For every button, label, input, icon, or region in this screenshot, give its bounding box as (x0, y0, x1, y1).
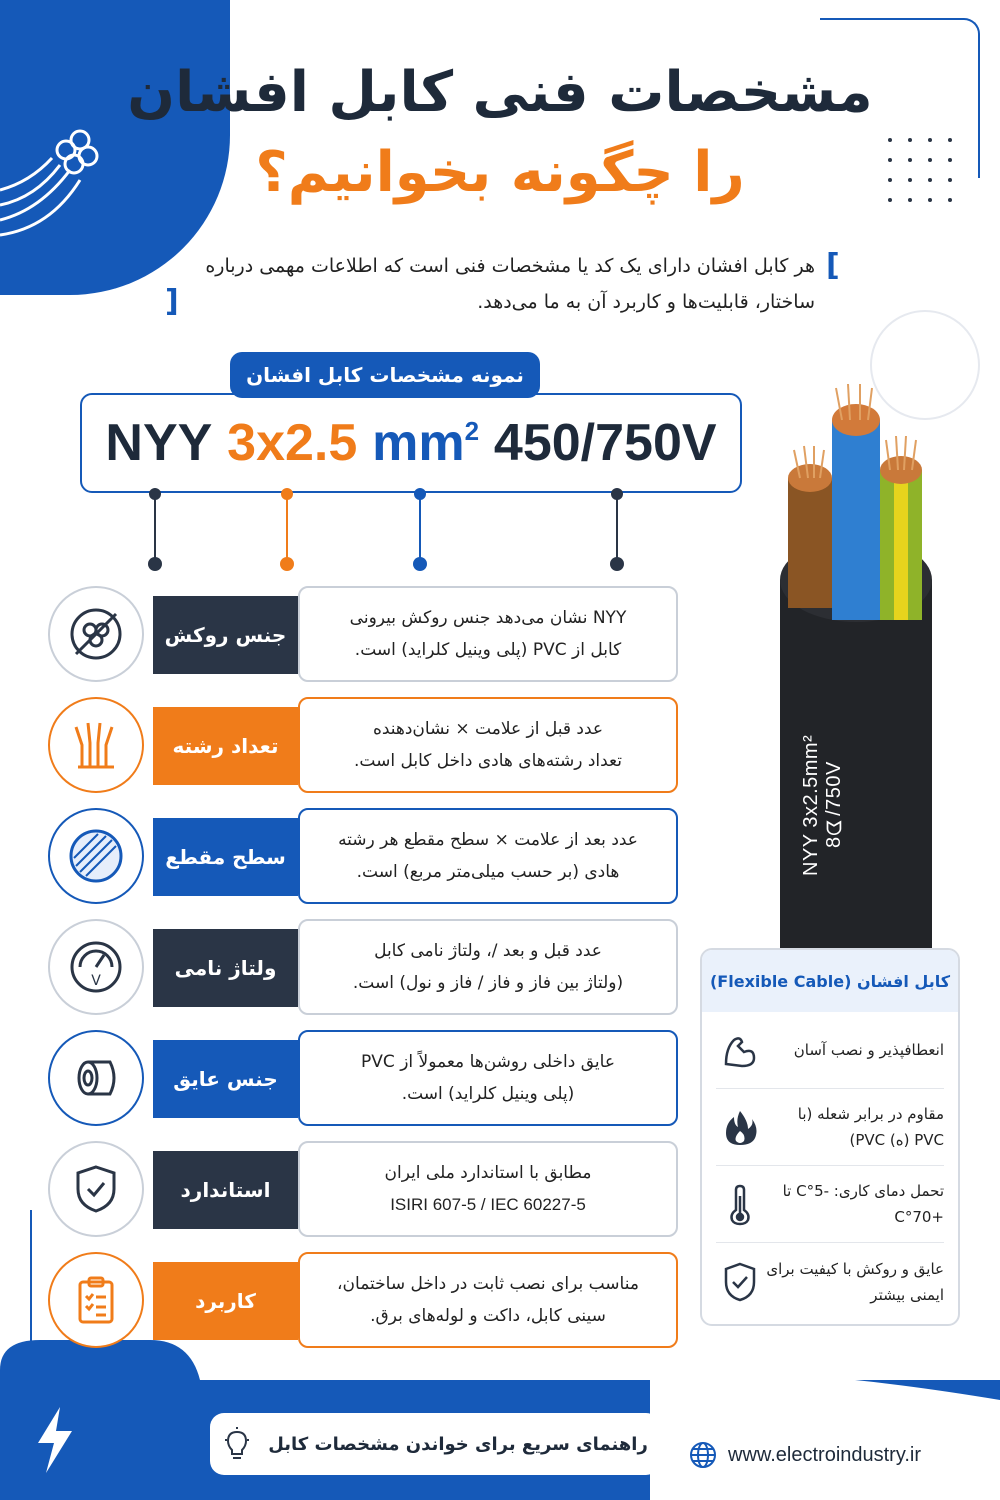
bracket-left: ] (165, 284, 179, 319)
connector-type (154, 493, 156, 565)
connector-unit (419, 493, 421, 565)
spec-row-cross-section (48, 808, 678, 904)
code-count: 3x2.5 (227, 414, 358, 472)
cable-print-text: NYY 3x2.5mm² 8ᗣ/750V (800, 734, 845, 876)
guide-text: راهنمای سریع برای خواندن مشخصات کابل (268, 1433, 648, 1455)
thermometer-icon (716, 1182, 764, 1226)
lightbulb-icon (222, 1426, 252, 1462)
spec-row-application (48, 1252, 678, 1348)
spec-description: عدد قبل از علامت × نشان‌دهنده تعداد رشته‌های هادی داخل کابل است. (298, 697, 678, 793)
flexible-cable-card (700, 948, 960, 1326)
feature-item: انعطافپذیر و نصب آسان (716, 1012, 944, 1089)
page-title: مشخصات فنی کابل افشان (127, 60, 873, 125)
feature-item: مقاوم در برابر شعله (با PVC (ه) PVC) (716, 1089, 944, 1166)
sample-code-box (80, 393, 742, 493)
lightning-bolt-icon (30, 1405, 80, 1475)
spec-row-insulation (48, 1030, 678, 1126)
connector-voltage (616, 493, 618, 565)
sample-label: نمونه مشخصات کابل افشان (230, 352, 540, 398)
code-unit: $mm^2$ (372, 414, 480, 472)
spec-label: استاندارد (153, 1151, 298, 1229)
flame-icon (716, 1107, 764, 1147)
spec-description: NYY نشان می‌دهد جنس روکش بیرونی کابل از PVC (پلی وینیل کلراید) است. (298, 586, 678, 682)
spec-description: عایق داخلی روشن‌ها معمولاً از PVC (پلی وینیل کلراید) است. (298, 1030, 678, 1126)
cross-section-icon (48, 808, 144, 904)
spec-description: مناسب برای نصب ثابت در داخل ساختمان، سینی کابل، داکت و لوله‌های برق. (298, 1252, 678, 1348)
clipboard-icon (48, 1252, 144, 1348)
website-link[interactable] (688, 1440, 921, 1470)
svg-text:V: V (91, 973, 101, 989)
feature-item: عایق و روکش با کیفیت برای ایمنی بیشتر (716, 1243, 944, 1320)
connector-count (286, 493, 288, 565)
feature-item: تحمل دمای کاری: -5°C تا +70°C (716, 1166, 944, 1243)
shield-check-icon (48, 1141, 144, 1237)
spec-description: عدد بعد از علامت × سطح مقطع هر رشته هادی (بر حسب میلی‌متر مربع) است. (298, 808, 678, 904)
spec-description: عدد قبل و بعد /، ولتاژ نامی کابل (ولتاژ بین فاز و فاز / فاز و نول) است. (298, 919, 678, 1015)
spec-label: جنس عایق (153, 1040, 298, 1118)
spec-row-sheath (48, 586, 678, 682)
spec-row-standard (48, 1141, 678, 1237)
website-url[interactable]: www.electroindustry.ir (728, 1443, 922, 1466)
quick-guide-pill (210, 1413, 660, 1475)
spec-label: تعداد رشته (153, 707, 298, 785)
spec-label: کاربرد (153, 1262, 298, 1340)
spec-description: مطابق با استاندارد ملی ایران ISIRI 607-5 / IEC 60227-5 (298, 1141, 678, 1237)
cable-sheath-icon (48, 586, 144, 682)
spec-label: ولتاژ نامی (153, 929, 298, 1007)
intro-text: هر کابل افشان دارای یک کد یا مشخصات فنی است که اطلاعات مهمی درباره ساختار، قابلیت‌ها و کاربرد آن به ما می‌دهد. (205, 255, 815, 313)
code-type: NYY (105, 414, 213, 472)
shield-check-icon (716, 1260, 764, 1304)
globe-icon (688, 1440, 718, 1470)
insulation-roll-icon (48, 1030, 144, 1126)
spec-label: سطح مقطع (153, 818, 298, 896)
spec-label: جنس روکش (153, 596, 298, 674)
wire-strands-icon (48, 697, 144, 793)
page-subtitle: را چگونه بخوانیم؟ (255, 140, 745, 205)
flexible-arm-icon (716, 1030, 764, 1070)
voltmeter-icon (48, 919, 144, 1015)
code-voltage: 450/750V (493, 414, 717, 472)
card-title: کابل افشان (Flexible Cable) (702, 950, 958, 1012)
bracket-right: [ (826, 248, 840, 283)
spec-row-voltage (48, 919, 678, 1015)
spec-row-strands (48, 697, 678, 793)
